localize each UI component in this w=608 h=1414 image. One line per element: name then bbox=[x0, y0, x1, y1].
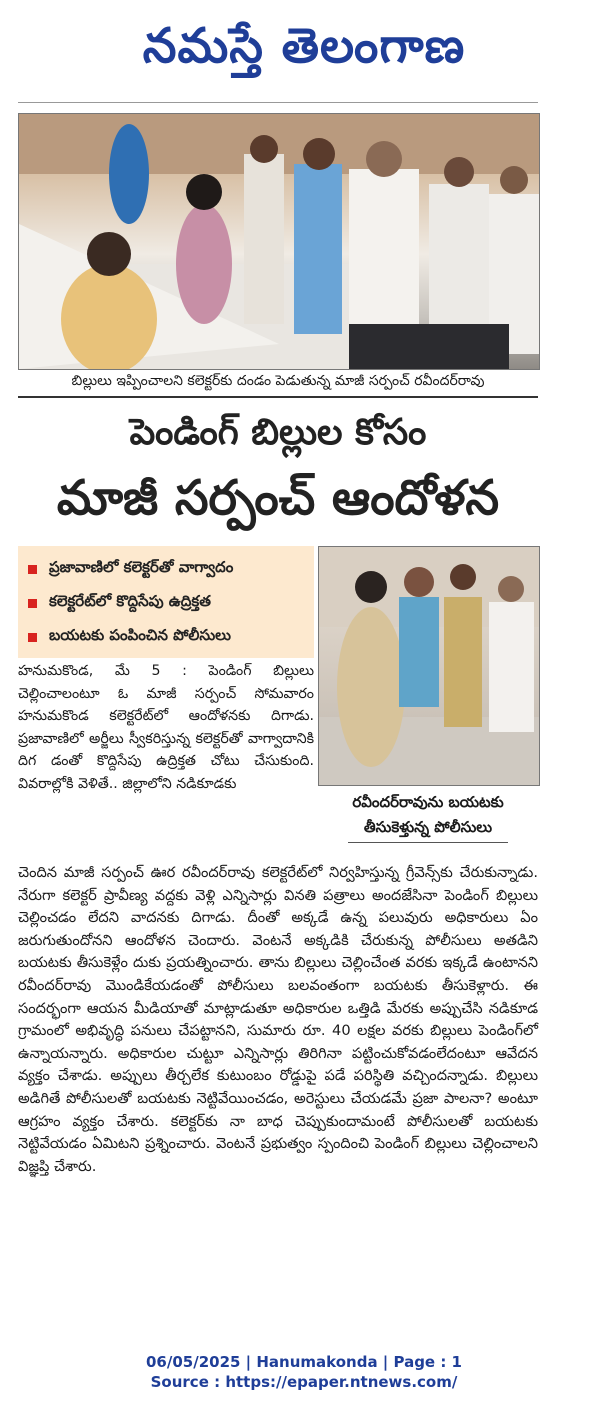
highlight-item bbox=[18, 620, 314, 654]
news-photo-police-escort bbox=[318, 546, 540, 786]
headline-line-2: మాజీ సర్పంచ్ ఆందోళన bbox=[56, 470, 500, 526]
highlight-text: కలెక్టరేట్‌లో కొద్దిసేపు ఉద్రిక్తత bbox=[49, 592, 211, 610]
highlights-box bbox=[18, 546, 314, 658]
caption-divider bbox=[348, 842, 508, 843]
photo-illustration bbox=[319, 547, 539, 785]
headline-line-1: పెండింగ్ బిల్లుల కోసం bbox=[129, 412, 427, 453]
article-paragraph: హనుమకొండ, మే 5 : పెండింగ్ బిల్లులు చెల్లించాలంటూ ఓ మాజీ సర్పంచ్ సోమవారం హనుమకొండ కలెక్టరేట్‌లో ఆందోళనకు దిగాడు. ప్రజావాణిలో అర్జీలు స్వీకరిస్తున్న కలెక్టర్‌తో వాగ్వాదానికి దిగ డంతో కొద్దిసేపు ఉద్రిక్తత చోటు చేసుకుంది. వివరాల్లోకి వెళితే.. జిల్లాలోని నడికూడకు bbox=[18, 663, 314, 792]
article-body-full bbox=[18, 862, 538, 1178]
page-footer bbox=[0, 1352, 608, 1392]
news-photo-grievance-hall bbox=[18, 113, 540, 370]
footer-edition-info: 06/05/2025 | Hanumakonda | Page : 1 bbox=[145, 1353, 462, 1371]
highlight-text: బయటకు పంపించిన పోలీసులు bbox=[49, 626, 231, 644]
caption-line: రవీందర్‌రావును బయటకు bbox=[352, 793, 504, 811]
masthead-divider bbox=[18, 102, 538, 103]
bullet-square-icon bbox=[28, 565, 37, 574]
footer-source-link[interactable]: Source : https://epaper.ntnews.com/ bbox=[150, 1373, 458, 1391]
highlight-text: ప్రజావాణిలో కలెక్టర్‌తో వాగ్వాదం bbox=[49, 558, 234, 576]
bullet-square-icon bbox=[28, 633, 37, 642]
article-paragraph: చెందిన మాజీ సర్పంచ్ ఊర రవీందర్‌రావు కలెక్టరేట్‌లో నిర్వహిస్తున్న గ్రీవెన్స్‌కు చేరుకున్నాడు. నేరుగా కలెక్టర్ ప్రావీణ్య వద్దకు వెళ్లి ఎన్నిసార్లు వినతి పత్రాలు అందజేసినా పెండింగ్ బిల్లులు చెల్లించడం లేదని వాదనకు దిగాడు. దీంతో అక్కడే ఉన్న పలువురు అధికారులు ఏం జరుగుతుందోనని ఆందోళన చెందారు. వెంటనే అక్కడికి చేరుకున్న పోలీసులు అతడిని బయటకు తీసుకెళ్లేం దుకు ప్రయత్నించారు. తాను బిల్లులు చెల్లించేంత వరకు ఇక్కడే ఉంటానని రవీందర్‌రావు మొండికేయడంతో పోలీసులు బలవంతంగా బయటకు తీసుకెళ్లారు. ఈ సందర్భంగా ఆయన మీడియాతో మాట్లాడుతూ అధికారుల ఒత్తిడి మేరకు అప్పుచేసి నడికూడ గ్రామంలో అభివృద్ధి పనులు చేపట్టానని, సుమారు రూ. 40 లక్షల వరకు బిల్లులు పెండింగ్‌లో ఉన్నాయన్నారు. అధికారుల చుట్టూ ఎన్నిసార్లు తిరిగినా పట్టించుకోవడంలేదంటూ ఆవేదన వ్యక్తం చేశాడు. అప్పులు తీర్చలేక కుటుంబం రోడ్డుపై పడే పరిస్థితి వచ్చిందన్నాడు. బిల్లులు అడిగితే పోలీసులతో బయటకు నెట్టివేయించడం, అరెస్టులు చేయడమే ప్రజా పాలనా? అంటూ ఆగ్రహం వ్యక్తం చేశారు. కలెక్టర్‌కు నా బాధ చెప్పుకుందామంటే పోలీసులతో బయటకు నెట్టివేయడం ఏమిటని ప్రశ్నించారు. వెంటనే ప్రభుత్వం స్పందించి పెండింగ్ బిల్లులు చెల్లించాలని విజ్ఞప్తి చేశారు. bbox=[18, 864, 538, 1175]
photo-caption: బిల్లులు ఇప్పించాలని కలెక్టర్‌కు దండం పెడుతున్న మాజీ సర్పంచ్ రవీందర్‌రావు bbox=[18, 373, 538, 398]
bullet-square-icon bbox=[28, 599, 37, 608]
masthead bbox=[0, 0, 608, 100]
article-body-column bbox=[18, 660, 314, 795]
highlight-item bbox=[18, 552, 314, 586]
highlight-item bbox=[18, 586, 314, 620]
newspaper-logo: నమస్తే తెలంగాణ bbox=[142, 18, 466, 74]
caption-line: తీసుకెళ్తున్న పోలీసులు bbox=[363, 818, 493, 836]
photo-illustration bbox=[19, 114, 539, 369]
photo-caption-2 bbox=[318, 790, 538, 843]
